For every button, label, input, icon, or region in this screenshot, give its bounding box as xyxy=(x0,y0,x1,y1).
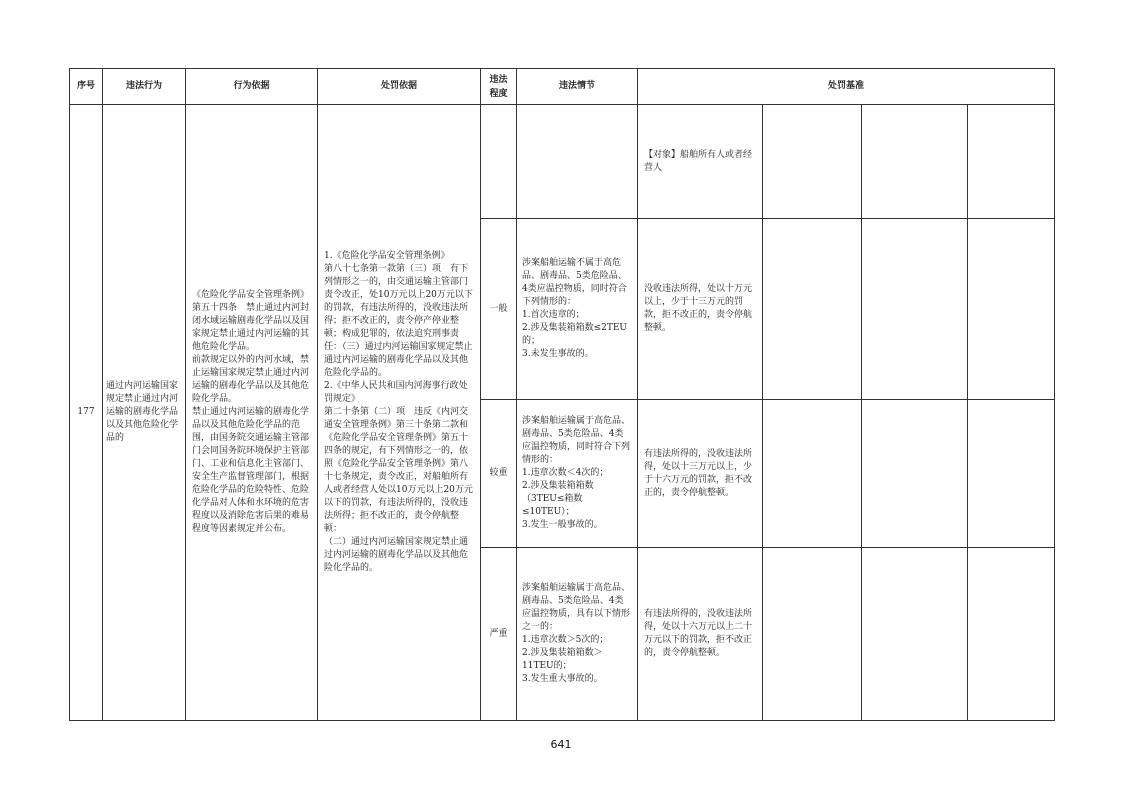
empty-cell xyxy=(763,105,862,219)
empty-cell xyxy=(862,219,968,400)
header-circumstance: 违法情节 xyxy=(517,69,638,105)
standard-cell: 有违法所得的，没收违法所得，处以十六万元以上二十万元以下的罚款，拒不改正的，责令停航整顿。 xyxy=(638,548,763,721)
degree-cell: 一般 xyxy=(481,219,517,400)
empty-cell xyxy=(968,400,1055,548)
empty-cell xyxy=(763,548,862,721)
header-degree: 违法 程度 xyxy=(481,69,517,105)
circumstance-cell xyxy=(517,105,638,219)
penalty-table xyxy=(69,68,1055,721)
standard-cell: 没收违法所得，处以十万元以上，少于十三万元的罚款，拒不改正的，责令停航整顿。 xyxy=(638,219,763,400)
empty-cell xyxy=(862,105,968,219)
header-punish-basis: 处罚依据 xyxy=(318,69,481,105)
empty-cell xyxy=(763,400,862,548)
header-act: 违法行为 xyxy=(103,69,186,105)
page-number: 641 xyxy=(550,738,572,751)
circumstance-cell: 涉案船舶运输不属于高危品、剧毒品、5类危险品、4类应温控物质，同时符合下列情形的： 1.首次违章的； 2.涉及集装箱箱数≤2TEU的； 3.未发生事故的。 xyxy=(517,219,638,400)
header-standard: 处罚基准 xyxy=(638,69,1055,105)
degree-cell xyxy=(481,105,517,219)
header-basis: 行为依据 xyxy=(186,69,318,105)
punishment-basis: 1.《危险化学品安全管理条例》 第八十七条第一款第（三）项 有下列情形之一的，由交通运输主管部门责令改正，处10万元以上20万元以下的罚款，有违法所得的，没收违法所得；拒不改正的，责令停产停业整顿；构成犯罪的，依法追究刑事责任：（三）通过内河运输国家规定禁止通过内河运输的剧毒化学品以及其他危险化学品的。 2.《中华人民共和国内河海事行政处罚规定》 第二十条第（二）项 违反《内河交通安全管理条例》第三十条第二款和《危险化学品安全管理条例》第五十四条的规定，有下列情形之一的，依照《危险化学品安全管理条例》第八十七条规定，责令改正，对船舶所有人或者经营人处以10万元以上20万元以下的罚款，有违法所得的，没收违法所得；拒不改正的，责令停航整顿： （二）通过内河运输国家规定禁止通过内河运输的剧毒化学品以及其他危险化学品的。 xyxy=(318,105,481,721)
empty-cell xyxy=(862,548,968,721)
table-header-row xyxy=(70,69,1055,105)
header-no: 序号 xyxy=(70,69,103,105)
violation-act: 通过内河运输国家规定禁止通过内河运输的剧毒化学品以及其他危险化学品的 xyxy=(103,105,186,721)
empty-cell xyxy=(968,548,1055,721)
degree-cell: 严重 xyxy=(481,548,517,721)
empty-cell xyxy=(968,219,1055,400)
circumstance-cell: 涉案船舶运输属于高危品、剧毒品、5类危险品、4类应温控物质，同时符合下列情形的： 1.违章次数＜4次的； 2.涉及集装箱箱数（3TEU≤箱数≤10TEU）； 3.发生一般事故的。 xyxy=(517,400,638,548)
degree-cell: 较重 xyxy=(481,400,517,548)
standard-cell: 有违法所得的，没收违法所得，处以十三万元以上，少于十六万元的罚款，拒不改正的，责令停航整顿。 xyxy=(638,400,763,548)
standard-cell: 【对象】船舶所有人或者经营人 xyxy=(638,105,763,219)
empty-cell xyxy=(763,219,862,400)
empty-cell xyxy=(862,400,968,548)
row-number: 177 xyxy=(70,105,103,721)
empty-cell xyxy=(968,105,1055,219)
circumstance-cell: 涉案船舶运输属于高危品、剧毒品、5类危险品、4类应温控物质，具有以下情形之一的： 1.违章次数＞5次的； 2.涉及集装箱箱数＞11TEU的； 3.发生重大事故的。 xyxy=(517,548,638,721)
legal-basis: 《危险化学品安全管理条例》 第五十四条 禁止通过内河封闭水域运输剧毒化学品以及国家规定禁止通过内河运输的其他危险化学品。 前款规定以外的内河水域，禁止运输国家规定禁止通过内河运输的剧毒化学品以及其他危险化学品。 禁止通过内河运输的剧毒化学品以及其他危险化学品的范围，由国务院交通运输主管部门会同国务院环境保护主管部门、工业和信息化主管部门、安全生产监督管理部门，根据危险化学品的危险特性、危险化学品对人体和水环境的危害程度以及消除危害后果的难易程度等因素规定并公布。 xyxy=(186,105,318,721)
table-row xyxy=(70,105,1055,219)
